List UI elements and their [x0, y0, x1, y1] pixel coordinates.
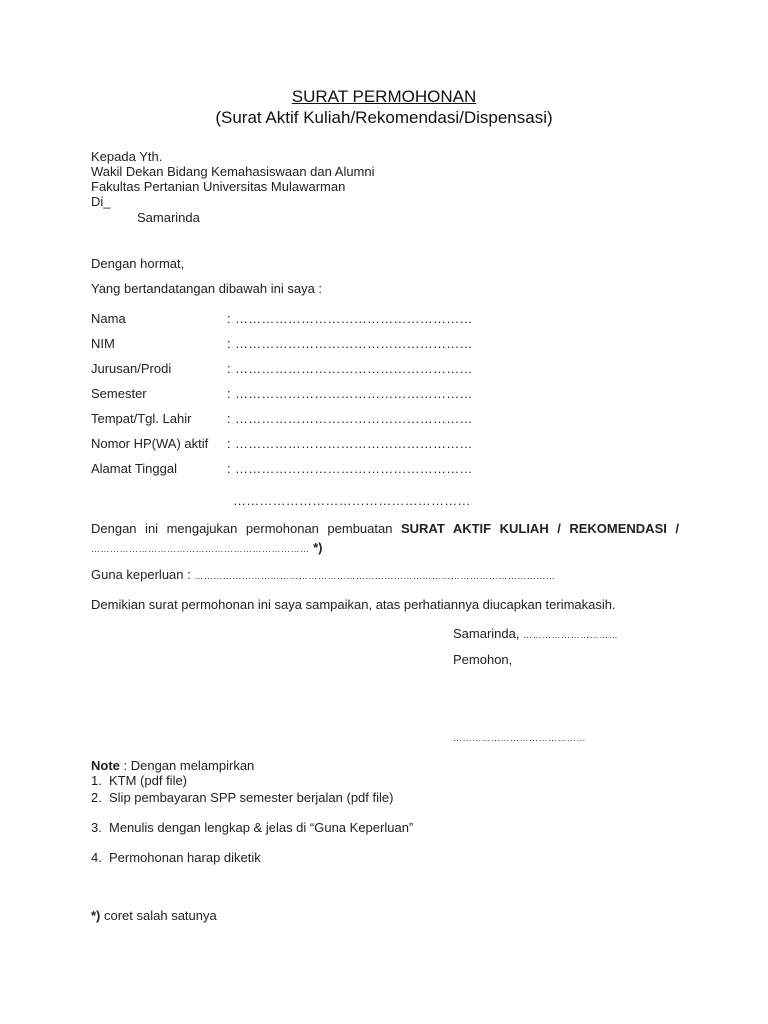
field-label: Nomor HP(WA) aktif	[91, 436, 209, 451]
field-label: Jurusan/Prodi	[91, 361, 172, 376]
field-row-nama	[91, 311, 473, 326]
field-label: Alamat Tinggal	[91, 461, 177, 476]
field-row-ttl	[91, 411, 473, 426]
note-label: Note	[91, 758, 120, 773]
closing-text: Demikian surat permohonan ini saya sampaikan, atas perhatiannya diucapkan terimakasih.	[91, 597, 616, 612]
field-separator: :	[227, 361, 231, 376]
purpose-blank: ……………………………………………………………………………………………………	[194, 571, 556, 581]
note-item-number: 2.	[91, 790, 102, 805]
purpose-label: Guna keperluan :	[91, 567, 191, 582]
note-item-2	[91, 790, 393, 805]
intro-text: Yang bertandatangan dibawah ini saya :	[91, 281, 323, 296]
field-separator: :	[227, 461, 231, 476]
field-label: NIM	[91, 336, 115, 351]
request-text: Dengan ini mengajukan permohonan pembuatan	[91, 521, 393, 536]
recipient-line-4: Di_	[91, 194, 111, 209]
field-row-alamat	[91, 461, 473, 476]
note-item-number: 1.	[91, 773, 102, 788]
field-blank: ………………………………………………	[235, 411, 473, 426]
field-separator: :	[227, 336, 231, 351]
field-blank: ………………………………………………	[235, 361, 473, 376]
footnote-text: coret salah satunya	[100, 908, 217, 923]
purpose-row	[91, 567, 555, 582]
recipient-line-2: Wakil Dekan Bidang Kemahasiswaan dan Alumni	[91, 164, 375, 179]
signature-name-blank: ……………………………………	[453, 733, 586, 743]
document-title: SURAT PERMOHONAN	[291, 87, 477, 106]
request-type-blank: ……………………………………………………………	[91, 544, 310, 554]
signature-place: Samarinda,	[453, 626, 520, 641]
field-label: Tempat/Tgl. Lahir	[91, 411, 192, 426]
footnote-mark: *)	[91, 908, 101, 923]
field-separator: :	[227, 436, 231, 451]
field-blank: ………………………………………………	[235, 336, 473, 351]
note-item-text: KTM (pdf file)	[109, 773, 188, 788]
request-type: SURAT AKTIF KULIAH / REKOMENDASI /	[400, 521, 679, 536]
footnote	[91, 908, 217, 923]
request-line-1	[91, 521, 679, 536]
recipient-line-3: Fakultas Pertanian Universitas Mulawarman	[91, 179, 346, 194]
note-item-text: Permohonan harap diketik	[109, 850, 261, 865]
field-blank: ………………………………………………	[235, 436, 473, 451]
signature-role: Pemohon,	[453, 652, 513, 667]
note-item-1	[91, 773, 187, 788]
field-row-jurusan	[91, 361, 473, 376]
signature-date-blank: …………………………	[523, 630, 619, 640]
field-label: Nama	[91, 311, 126, 326]
recipient-line-1: Kepada Yth.	[91, 149, 163, 164]
field-blank: ………………………………………………	[235, 461, 473, 476]
request-footnote-mark: *)	[313, 540, 323, 555]
field-row-nim	[91, 336, 473, 351]
note-item-number: 3.	[91, 820, 102, 835]
field-separator: :	[227, 411, 231, 426]
note-heading	[91, 758, 254, 773]
greeting: Dengan hormat,	[91, 256, 185, 271]
note-item-number: 4.	[91, 850, 102, 865]
note-item-text: Menulis dengan lengkap & jelas di “Guna Keperluan”	[109, 820, 414, 835]
address-continuation-blank: ………………………………………………	[233, 493, 471, 508]
field-separator: :	[227, 386, 231, 401]
note-text: : Dengan melampirkan	[119, 758, 255, 773]
field-blank: ………………………………………………	[235, 311, 473, 326]
document-subtitle: (Surat Aktif Kuliah/Rekomendasi/Dispensasi)	[215, 108, 553, 127]
note-item-text: Slip pembayaran SPP semester berjalan (pdf file)	[109, 790, 394, 805]
recipient-city: Samarinda	[137, 210, 200, 225]
request-line-2	[91, 540, 323, 555]
note-item-3	[91, 820, 413, 835]
field-label: Semester	[91, 386, 147, 401]
field-separator: :	[227, 311, 231, 326]
note-item-4	[91, 850, 261, 865]
field-row-nomor-hp	[91, 436, 473, 451]
field-blank: ………………………………………………	[235, 386, 473, 401]
signature-place-date	[453, 626, 618, 641]
field-row-semester	[91, 386, 473, 401]
